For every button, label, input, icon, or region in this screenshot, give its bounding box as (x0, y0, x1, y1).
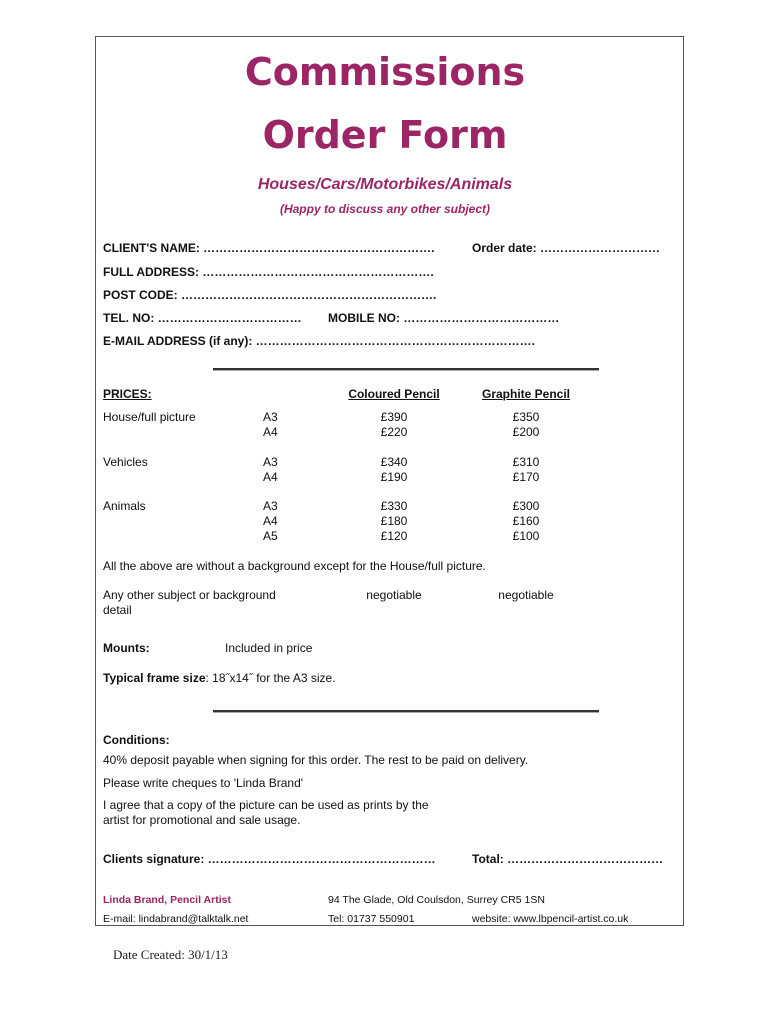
background-note: All the above are without a background except for the House/full picture. (103, 559, 486, 573)
price-graphite: £300 £160 £100 (512, 499, 540, 543)
graphite-pencil-header: Graphite Pencil (481, 387, 571, 401)
footer-email: E-mail: lindabrand@talktalk.net (103, 913, 249, 925)
frame-size-label: Typical frame size (103, 671, 206, 685)
price-sizes: A3 A4 (263, 455, 278, 484)
price-subject: House/full picture (103, 410, 196, 424)
price-coloured: £390 £220 (380, 410, 408, 439)
footer-artist: Linda Brand, Pencil Artist (103, 894, 231, 906)
footer-address: 94 The Glade, Old Coulsdon, Surrey CR5 1SN (328, 894, 545, 906)
footer-website: website: www.lbpencil-artist.co.uk (472, 913, 629, 925)
price-graphite: £350 £200 (512, 410, 540, 439)
coloured-pencil-header: Coloured Pencil (348, 387, 440, 401)
footer-tel: Tel: 01737 550901 (328, 913, 415, 925)
other-subject-label: Any other subject or background (103, 588, 276, 602)
mounts-label: Mounts: (103, 641, 150, 655)
form-note: (Happy to discuss any other subject) (279, 202, 491, 216)
price-graphite: £310 £170 (512, 455, 540, 484)
date-created: Date Created: 30/1/13 (113, 947, 228, 962)
frame-size-value: : 18˝x14˝ for the A3 size. (205, 671, 336, 685)
price-sizes: A3 A4 A5 (263, 499, 278, 543)
conditions-agree-1: I agree that a copy of the picture can be used as prints by the (103, 798, 429, 812)
tel-field[interactable]: TEL. NO: ……………………………… (103, 311, 302, 325)
negotiable-graphite: negotiable (498, 588, 554, 602)
mounts-value: Included in price (225, 641, 313, 655)
prices-heading: PRICES: (103, 387, 152, 401)
conditions-cheques: Please write cheques to 'Linda Brand' (103, 776, 304, 790)
divider (213, 710, 599, 712)
total-field[interactable]: Total: ………………………………… (472, 852, 664, 866)
conditions-agree-2: artist for promotional and sale usage. (103, 813, 301, 827)
order-date-field[interactable]: Order date: ………………………… (472, 241, 661, 255)
price-sizes: A3 A4 (263, 410, 278, 439)
divider (213, 368, 599, 370)
full-address-field[interactable]: FULL ADDRESS: …………………………………………………. (103, 265, 434, 279)
post-code-field[interactable]: POST CODE: ………………………………………………………. (103, 288, 437, 302)
form-subtitle: Houses/Cars/Motorbikes/Animals (257, 176, 513, 193)
mobile-field[interactable]: MOBILE NO: ………………………………… (328, 311, 560, 325)
email-field[interactable]: E-MAIL ADDRESS (if any): ……………………………………………………………. (103, 334, 536, 348)
form-title-line1: Commissions (244, 50, 526, 94)
price-coloured: £330 £180 £120 (380, 499, 408, 543)
price-subject: Animals (103, 499, 146, 513)
form-title-line2: Order Form (262, 113, 508, 157)
conditions-deposit: 40% deposit payable when signing for this order. The rest to be paid on delivery. (103, 753, 529, 767)
client-name-field[interactable]: CLIENT'S NAME: …………………………………………………. (103, 241, 435, 255)
price-subject: Vehicles (103, 455, 148, 469)
frame-size-row (103, 671, 336, 685)
price-coloured: £340 £190 (380, 455, 408, 484)
conditions-heading: Conditions: (103, 733, 170, 747)
signature-field[interactable]: Clients signature: ………………………………………………… (103, 852, 436, 866)
negotiable-coloured: negotiable (366, 588, 422, 602)
other-subject-label-2: detail (103, 603, 132, 617)
